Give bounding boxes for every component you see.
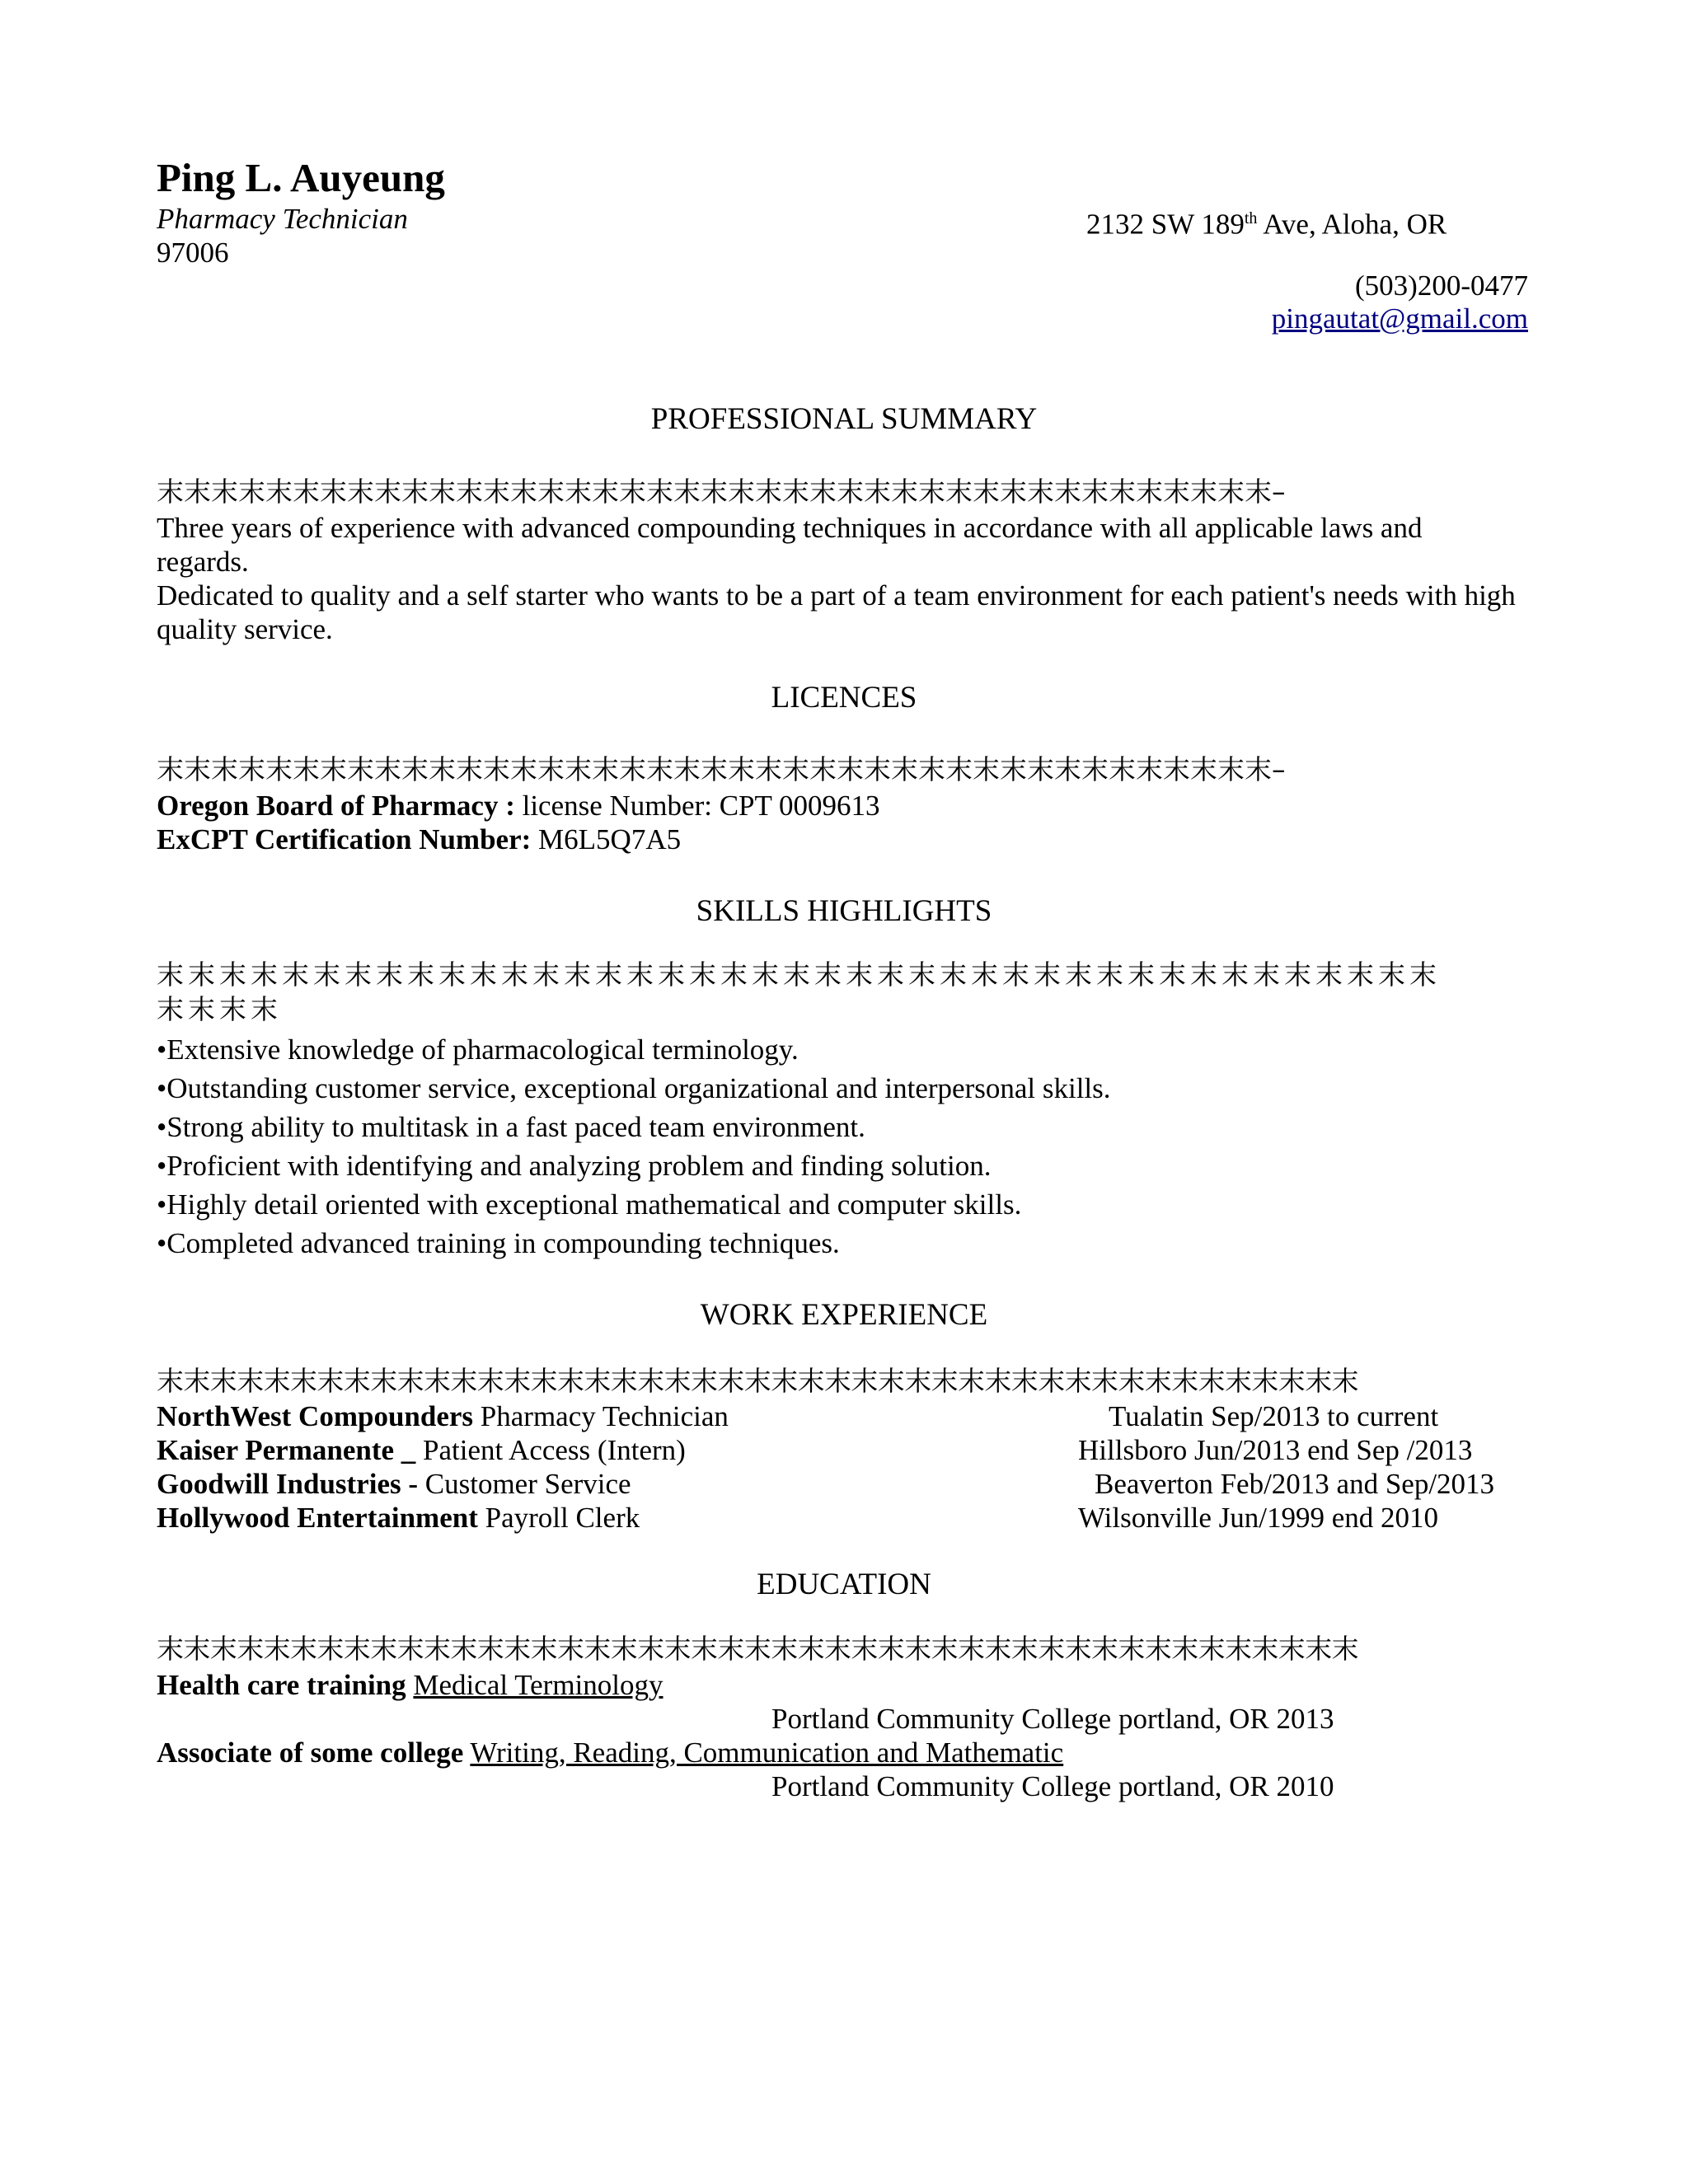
- summary-heading: PROFESSIONAL SUMMARY: [650, 402, 1038, 436]
- summary-divider: 末末末末末末末末末末末末末末末末末末末末末末末末末末末末末末末末末末末末末末末末末–: [157, 476, 1286, 508]
- phone-number: (503)200-0477: [1355, 269, 1528, 302]
- address-rest: Ave, Aloha, OR: [1257, 208, 1447, 241]
- education-label: Associate of some college: [157, 1736, 464, 1769]
- work-row-employer: [157, 1501, 640, 1535]
- work-employer: NorthWest Compounders: [157, 1400, 474, 1432]
- work-row-employer: [157, 1467, 631, 1501]
- education-divider: 末末末末末末末末末末末末末末末末末末末末末末末末末末末末末末末末末末末末末末末末末末末末末: [157, 1633, 1359, 1665]
- skills-heading: SKILLS HIGHLIGHTS: [696, 894, 992, 928]
- summary-paragraph-2: Dedicated to quality and a self starter who wants to be a part of a team environment for each patient's needs with high quality service.: [157, 579, 1516, 645]
- skill-item: •Completed advanced training in compounding techniques.: [157, 1227, 840, 1259]
- licences-divider: 末末末末末末末末末末末末末末末末末末末末末末末末末末末末末末末末末末末末末末末末末–: [157, 753, 1286, 785]
- work-employer: Hollywood Entertainment: [157, 1502, 478, 1534]
- skill-item: •Extensive knowledge of pharmacological terminology.: [157, 1033, 799, 1066]
- education-heading: EDUCATION: [757, 1568, 931, 1601]
- work-location-dates: Tualatin Sep/2013 to current: [1109, 1400, 1439, 1432]
- education-course: Writing, Reading, Communication and Mathematic: [470, 1736, 1064, 1769]
- work-divider: 末末末末末末末末末末末末末末末末末末末末末末末末末末末末末末末末末末末末末末末末末末末末末: [157, 1365, 1359, 1397]
- education-course: Medical Terminology: [413, 1669, 663, 1701]
- work-location-dates: Beaverton Feb/2013 and Sep/2013: [1095, 1468, 1495, 1500]
- education-school: Portland Community College portland, OR 2013: [771, 1703, 1334, 1735]
- address-street: 2132 SW 189: [1086, 208, 1245, 241]
- skill-item: •Outstanding customer service, exceptional organizational and interpersonal skills.: [157, 1072, 1111, 1104]
- education-label: Health care training: [157, 1669, 406, 1701]
- work-row-employer: [157, 1433, 686, 1467]
- licence-oregon: [157, 789, 880, 823]
- work-location-dates: Wilsonville Jun/1999 end 2010: [1078, 1502, 1439, 1534]
- job-title: Pharmacy Technician: [157, 203, 408, 235]
- skill-item: •Strong ability to multitask in a fast paced team environment.: [157, 1111, 865, 1143]
- licence-excpt: [157, 823, 681, 856]
- work-location-dates: Hillsboro Jun/2013 end Sep /2013: [1078, 1434, 1473, 1466]
- licence-excpt-value: M6L5Q7A5: [531, 823, 682, 855]
- work-heading: WORK EXPERIENCE: [700, 1298, 988, 1332]
- skill-item: •Highly detail oriented with exceptional mathematical and computer skills.: [157, 1188, 1022, 1221]
- work-role: Payroll Clerk: [477, 1502, 640, 1534]
- work-employer: Kaiser Permanente _: [157, 1434, 416, 1466]
- licence-oregon-value: license Number: CPT 0009613: [514, 790, 880, 822]
- address-zip: 97006: [157, 237, 229, 269]
- education-entry-1: [157, 1668, 663, 1702]
- work-role: Patient Access (Intern): [415, 1434, 686, 1466]
- address-line: [1086, 202, 1447, 241]
- summary-paragraph-1: Three years of experience with advanced compounding techniques in accordance with all applicable laws and regards.: [157, 512, 1423, 578]
- licence-oregon-label: Oregon Board of Pharmacy :: [157, 790, 515, 822]
- address-superscript: th: [1244, 209, 1258, 227]
- education-school: Portland Community College portland, OR 2010: [771, 1770, 1334, 1802]
- licences-heading: LICENCES: [771, 681, 917, 715]
- skills-divider-2: 末末末末: [157, 993, 282, 1025]
- work-row-employer: [157, 1399, 729, 1433]
- licence-excpt-label: ExCPT Certification Number:: [157, 823, 532, 855]
- education-entry-2: [157, 1736, 1063, 1769]
- skill-item: •Proficient with identifying and analyzing problem and finding solution.: [157, 1150, 992, 1182]
- work-role: Pharmacy Technician: [473, 1400, 729, 1432]
- work-role: Customer Service: [418, 1468, 631, 1500]
- candidate-name: Ping L. Auyeung: [157, 155, 445, 200]
- email-link[interactable]: pingautat@gmail.com: [1271, 302, 1528, 335]
- work-employer: Goodwill Industries -: [157, 1468, 418, 1500]
- skills-divider-1: 末末末末末末末末末末末末末末末末末末末末末末末末末末末末末末末末末末末末末末末末末: [157, 958, 1441, 991]
